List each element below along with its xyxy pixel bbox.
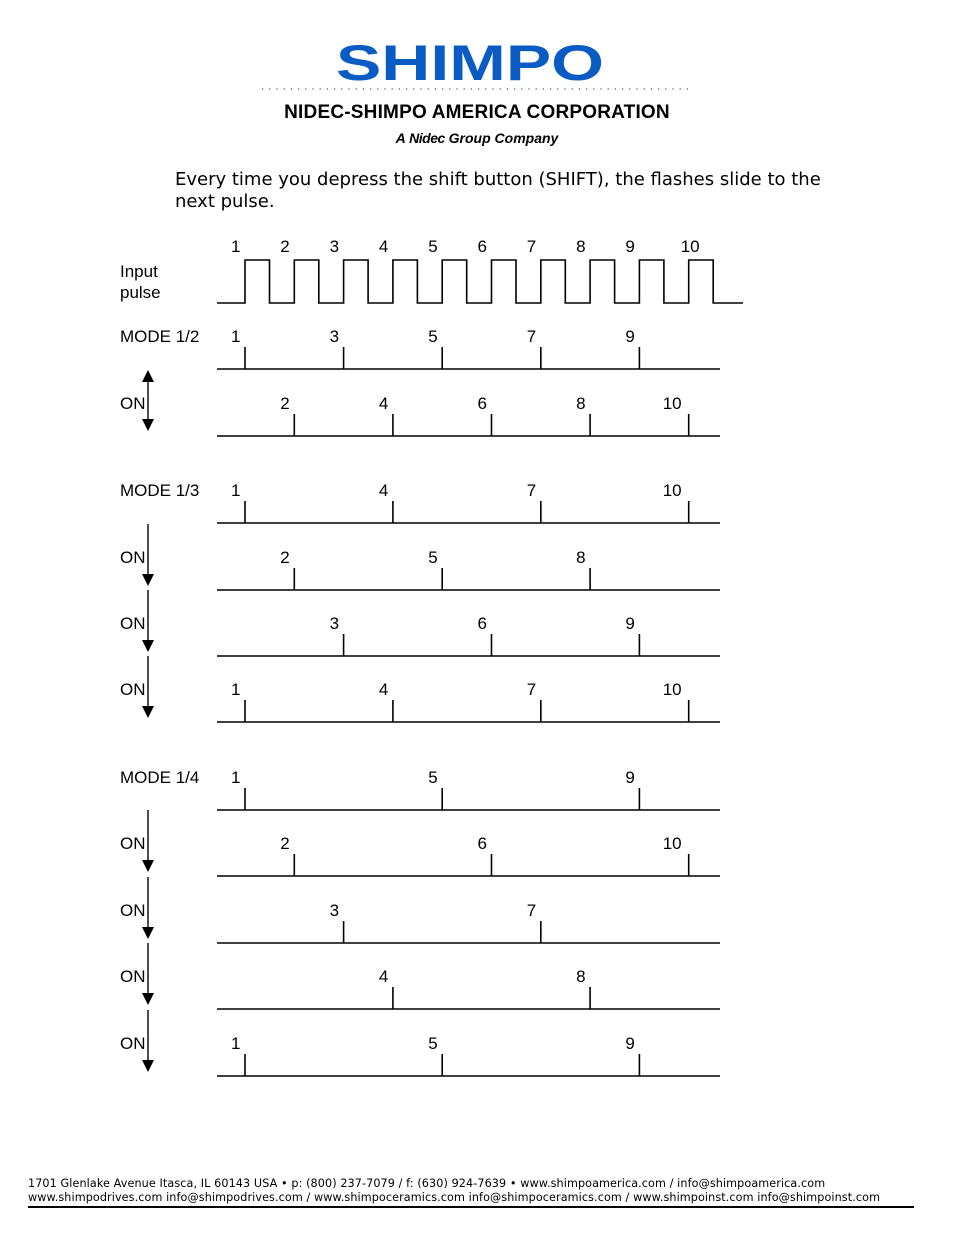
on-label: ON (120, 834, 146, 853)
on-label: ON (120, 1034, 146, 1053)
nidec-wordmark: Nidec (409, 130, 445, 146)
on-label: ON (120, 614, 146, 633)
pulse-label: pulse (120, 283, 161, 302)
down-arrow-icon (142, 640, 154, 652)
pulse-number-label: 10 (680, 237, 700, 256)
row-pulse-number: 10 (662, 680, 682, 699)
shimpo-logo-text: SHIMPO (336, 36, 604, 90)
down-arrow-icon (142, 927, 154, 939)
tagline-prefix: A (395, 130, 406, 146)
down-arrow-icon (142, 860, 154, 872)
on-label: ON (120, 967, 146, 986)
row-pulse-number: 4 (378, 967, 389, 986)
row-pulse-number: 4 (378, 394, 389, 413)
up-arrow-icon (142, 370, 154, 382)
mode-label: MODE 1/4 (120, 768, 200, 787)
row-pulse-number: 3 (329, 327, 340, 346)
row-pulse-number: 10 (662, 394, 682, 413)
row-pulse-number: 8 (576, 394, 586, 413)
row-pulse-number: 9 (625, 614, 635, 633)
row-pulse-number: 7 (526, 327, 537, 346)
footer-line-websites: www.shimpodrives.com info@shimpodrives.com / www.shimpoceramics.com info@shimpoceramics.com / www.shimpoinst.com info@shimpoinst.com (28, 1191, 881, 1204)
pulse-number-label: 8 (576, 237, 586, 256)
pulse-number-label: 5 (428, 237, 438, 256)
row-pulse-number: 1 (231, 680, 241, 699)
row-pulse-number: 1 (231, 1034, 241, 1053)
input-label: Input (120, 262, 158, 281)
down-arrow-icon (142, 993, 154, 1005)
pulse-number-label: 2 (280, 237, 290, 256)
down-arrow-icon (142, 1060, 154, 1072)
tagline-suffix: Group Company (448, 130, 559, 146)
input-pulse-waveform (217, 260, 743, 303)
pulse-number-label: 4 (378, 237, 389, 256)
row-pulse-number: 2 (280, 834, 290, 853)
row-pulse-number: 10 (662, 834, 682, 853)
row-pulse-number: 3 (329, 901, 340, 920)
row-pulse-number: 4 (378, 680, 389, 699)
down-arrow-icon (142, 706, 154, 718)
footer-contact (28, 1177, 914, 1205)
row-pulse-number: 9 (625, 327, 635, 346)
row-pulse-number: 5 (428, 548, 438, 567)
row-pulse-number: 5 (428, 327, 438, 346)
mode-label: MODE 1/2 (120, 327, 200, 346)
down-arrow-icon (142, 574, 154, 586)
row-pulse-number: 7 (526, 901, 537, 920)
pulse-number-label: 6 (477, 237, 487, 256)
row-pulse-number: 6 (477, 834, 487, 853)
pulse-number-label: 9 (625, 237, 635, 256)
footer-rule (28, 1206, 914, 1208)
on-label: ON (120, 548, 146, 567)
row-pulse-number: 1 (231, 327, 241, 346)
company-name: NIDEC-SHIMPO AMERICA CORPORATION (284, 102, 670, 123)
row-pulse-number: 3 (329, 614, 340, 633)
row-pulse-number: 5 (428, 1034, 438, 1053)
on-label: ON (120, 680, 146, 699)
row-pulse-number: 8 (576, 967, 586, 986)
row-pulse-number: 6 (477, 394, 487, 413)
down-arrow-icon (142, 419, 154, 431)
row-pulse-number: 6 (477, 614, 487, 633)
pulse-number-label: 7 (526, 237, 537, 256)
row-pulse-number: 10 (662, 481, 682, 500)
row-pulse-number: 2 (280, 394, 290, 413)
row-pulse-number: 9 (625, 1034, 635, 1053)
footer-line-address: 1701 Glenlake Avenue Itasca, IL 60143 USA • p: (800) 237-7079 / f: (630) 924-7639 • www.shimpoamerica.com / info@shimpoamerica.com (28, 1177, 826, 1190)
pulse-number-label: 1 (231, 237, 241, 256)
row-pulse-number: 9 (625, 768, 635, 787)
row-pulse-number: 7 (526, 680, 537, 699)
row-pulse-number: 7 (526, 481, 537, 500)
intro-paragraph: Every time you depress the shift button (SHIFT), the flashes slide to the next pulse. (175, 169, 821, 212)
mode-label: MODE 1/3 (120, 481, 200, 500)
row-pulse-number: 1 (231, 768, 241, 787)
on-label: ON (120, 901, 146, 920)
row-pulse-number: 2 (280, 548, 290, 567)
row-pulse-number: 1 (231, 481, 241, 500)
row-pulse-number: 8 (576, 548, 586, 567)
pulse-number-label: 3 (329, 237, 340, 256)
row-pulse-number: 5 (428, 768, 438, 787)
on-label: ON (120, 394, 146, 413)
row-pulse-number: 4 (378, 481, 389, 500)
